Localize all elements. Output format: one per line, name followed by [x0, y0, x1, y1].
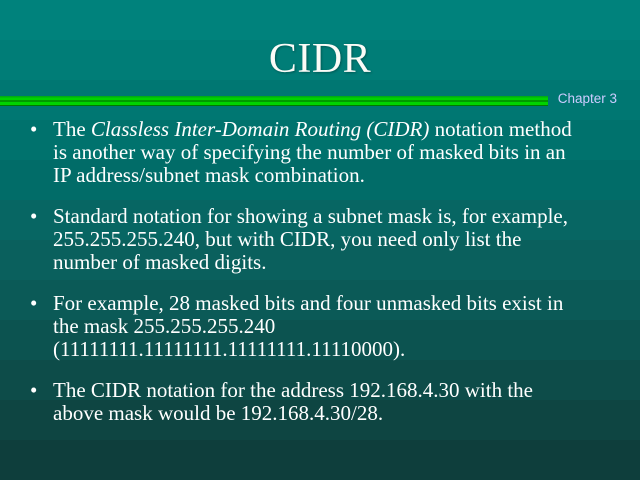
bullet-4-text: The CIDR notation for the address 192.168.4.30 with the above mask would be 192.168.4.30/28. — [53, 378, 534, 425]
slide-title: CIDR — [268, 36, 372, 82]
bullet-2-text: Standard notation for showing a subnet mask is, for example, 255.255.255.240, but with CIDR, you need only list the number of masked digits. — [53, 204, 568, 274]
bullet-3-binary-mask: (11111111.11111111.11111111.11110000). — [53, 337, 406, 361]
divider-rule — [0, 96, 548, 106]
bullet-item-4 — [30, 379, 582, 425]
bullet-3-text: For example, 28 masked bits and four unmasked bits exist in the mask 255.255.255.240 — [53, 291, 564, 338]
bullet-marker-icon: • — [30, 378, 38, 402]
bullet-marker-icon: • — [30, 117, 38, 141]
bullet-1-text-post: notation method is another way of specifying the number of masked bits in an IP address/subnet mask combination. — [53, 117, 572, 187]
bullet-marker-icon: • — [30, 204, 38, 228]
bullet-1-text-pre: The — [53, 117, 91, 141]
bullet-1-text-italic: Classless Inter-Domain Routing (CIDR) — [90, 117, 430, 141]
bullet-item-3 — [30, 292, 582, 361]
bullet-item-1 — [30, 118, 582, 187]
bullet-list — [30, 118, 582, 443]
bullet-item-2 — [30, 205, 582, 274]
chapter-label: Chapter 3 — [557, 91, 617, 106]
bullet-marker-icon: • — [30, 291, 38, 315]
